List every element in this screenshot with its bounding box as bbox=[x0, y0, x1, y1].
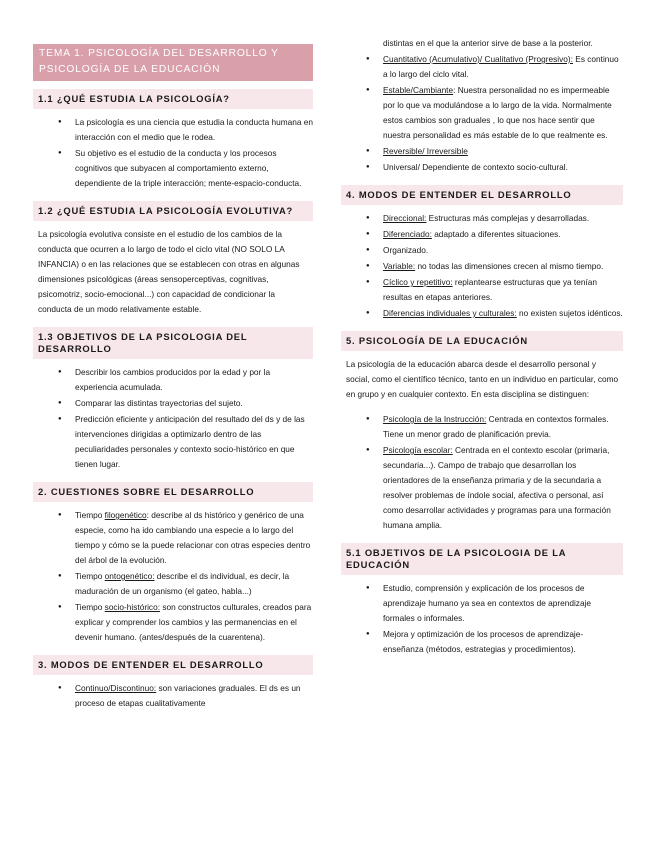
section-5-1-heading: 5.1 OBJETIVOS DE LA PSICOLOGIA DE LA EDUCACIÓN bbox=[341, 543, 623, 575]
list-item bbox=[75, 569, 313, 599]
item-term: ontogenético: bbox=[104, 571, 155, 581]
item-term: Variable: bbox=[383, 261, 416, 271]
section-2-list bbox=[33, 508, 313, 645]
item-term: Direccional: bbox=[383, 213, 427, 223]
item-term: Reversible/ Irreversible bbox=[383, 146, 468, 156]
list-item bbox=[75, 600, 313, 645]
list-item bbox=[383, 412, 623, 442]
section-1-3-list bbox=[33, 365, 313, 472]
section-5-paragraph: La psicología de la educación abarca desde el desarrollo personal y social, como el científico técnico, tanto en un individuo en particular, como en grupo y en cualquier contexto. En esta disciplina se distinguen: bbox=[346, 359, 619, 399]
item-text: describe el ds individual, es decir, la maduración de un organismo (el gateo, habla...) bbox=[75, 571, 290, 596]
item-text: adaptado a diferentes situaciones. bbox=[431, 229, 561, 239]
item-text: : describe al ds histórico y genérico de una especie, como ha ido cambiando una especie a lo largo del tiempo y cómo se la puede relacionar con otras especies dentro del árbol de la evolución. bbox=[75, 510, 311, 565]
section-3-list-continued bbox=[341, 36, 623, 175]
list-item: ● Describir los cambios producidos por la edad y por la experiencia acumulada. bbox=[75, 365, 313, 395]
item-text: : Nuestra personalidad no es impermeable por lo que va modulándose a lo largo de la vida. Normalmente estos cambios son graduales , lo que nos hace sentir que nuestra personalidad es más estable de lo que realmente es. bbox=[383, 85, 612, 140]
list-item-continuation: distintas en el que la anterior sirve de base a la posterior. bbox=[383, 38, 593, 48]
item-text: Organizado. bbox=[383, 245, 429, 255]
list-item: ● Mejora y optimización de los procesos de aprendizaje-enseñanza (métodos, estrategias y procedimientos). bbox=[383, 627, 623, 657]
section-1-2-paragraph: La psicología evolutiva consiste en el estudio de los cambios de la conducta que ocurren a lo largo de todo el ciclo vital (NO SOLO LA INFANCIA) o en las relaciones que se establecen con otras en algunas dimensiones psicológicas (áreas sensoperceptivas, cognitivas, psicomotriz, socio-emocional...) con capacidad de condicionar la conducta de un modo relativamente estable. bbox=[38, 229, 300, 314]
item-text: Es continuo a lo largo del ciclo vital. bbox=[383, 54, 619, 79]
list-item bbox=[383, 83, 623, 143]
item-term: Diferencias individuales y culturales: bbox=[383, 308, 517, 318]
item-term: socio-histórico: bbox=[104, 602, 161, 612]
item-prefix: Tiempo bbox=[75, 510, 105, 520]
section-5-list bbox=[341, 412, 623, 533]
item-term: Estable/Cambiante bbox=[383, 85, 454, 95]
list-item bbox=[383, 306, 623, 321]
section-3-list-start bbox=[33, 681, 313, 711]
list-item bbox=[383, 52, 623, 82]
section-1-2-heading: 1.2 ¿QUÉ ESTUDIA LA PSICOLOGÍA EVOLUTIVA? bbox=[33, 201, 313, 221]
item-term: Cíclico y repetitivo: bbox=[383, 277, 453, 287]
list-item: ● Universal/ Dependiente de contexto socio-cultural. bbox=[383, 160, 623, 175]
list-item: ● Predicción eficiente y anticipación del resultado del ds y de las intervenciones dirigidas a optimizarlo dentro de las peculiaridades personales y contexto socio-histórico en que tienen lugar. bbox=[75, 412, 313, 472]
list-item bbox=[75, 681, 313, 711]
list-item bbox=[383, 227, 623, 242]
item-text: son variaciones graduales. El ds es un proceso de etapas cualitativamente bbox=[75, 683, 301, 708]
item-term: Psicología escolar: bbox=[383, 445, 453, 455]
item-text: no todas las dimensiones crecen al mismo tiempo. bbox=[415, 261, 604, 271]
item-text: replantearse estructuras que ya tenían resultas en etapas anteriores. bbox=[383, 277, 597, 302]
item-text: no existen sujetos idénticos. bbox=[516, 308, 623, 318]
section-1-1-heading: 1.1 ¿QUÉ ESTUDIA LA PSICOLOGÍA? bbox=[33, 89, 313, 109]
list-item bbox=[383, 443, 623, 533]
section-4-list bbox=[341, 211, 623, 321]
item-term: Continuo/Discontinuo: bbox=[75, 683, 157, 693]
item-term: Psicología de la Instrucción: bbox=[383, 414, 487, 424]
section-2-heading: 2. CUESTIONES SOBRE EL DESARROLLO bbox=[33, 482, 313, 502]
section-1-3-heading: 1.3 OBJETIVOS DE LA PSICOLOGIA DEL DESARROLLO bbox=[33, 327, 313, 359]
list-item bbox=[383, 211, 623, 226]
section-4-heading: 4. MODOS DE ENTENDER EL DESARROLLO bbox=[341, 185, 623, 205]
item-text: Centrada en contextos formales. Tiene un menor grado de planificación previa. bbox=[383, 414, 609, 439]
left-column bbox=[33, 0, 313, 721]
item-prefix: Tiempo bbox=[75, 602, 105, 612]
item-term: filogenético bbox=[104, 510, 147, 520]
item-term: Diferenciado: bbox=[383, 229, 432, 239]
list-item: ● Comparar las distintas trayectorias del sujeto. bbox=[75, 396, 313, 411]
section-5-1-list bbox=[341, 581, 623, 657]
item-text: Estructuras más complejas y desarrolladas. bbox=[426, 213, 590, 223]
item-prefix: Tiempo bbox=[75, 571, 105, 581]
list-item bbox=[383, 144, 623, 159]
list-item: ● La psicología es una ciencia que estudia la conducta humana en interacción con el medio que le rodea. bbox=[75, 115, 313, 145]
item-text: Centrada en el contexto escolar (primaria, secundaria...). Campo de trabajo que desarrollan los orientadores de la enseñanza primaria y de la secundaria a resolver problemas de índole social, afectiva o personal, así como desarrollar actividades y programas para una formación humana amplia. bbox=[383, 445, 611, 530]
list-item bbox=[383, 275, 623, 305]
section-5-heading: 5. PSICOLOGÍA DE LA EDUCACIÓN bbox=[341, 331, 623, 351]
item-term: Cuantitativo (Acumulativo)/ Cualitativo (Progresivo): bbox=[383, 54, 573, 64]
section-1-1-list bbox=[33, 115, 313, 191]
list-item: ● Su objetivo es el estudio de la conducta y los procesos cognitivos que subyacen al comportamiento externo, dependiente de la triple interacción; mente-espacio-conducta. bbox=[75, 146, 313, 191]
section-3-heading: 3. MODOS DE ENTENDER EL DESARROLLO bbox=[33, 655, 313, 675]
document-title: TEMA 1. PSICOLOGÍA DEL DESARROLLO Y PSICOLOGÍA DE LA EDUCACIÓN bbox=[33, 44, 313, 81]
list-item: ● Estudio, comprensión y explicación de los procesos de aprendizaje humano ya sea en contextos de aprendizaje formales o informales. bbox=[383, 581, 623, 626]
list-item bbox=[75, 508, 313, 568]
item-text: son constructos culturales, creados para explicar y comprender los cambios y las permanencias en el devenir humano. (antes/después de la cuarentena). bbox=[75, 602, 312, 642]
list-item bbox=[383, 243, 623, 258]
right-column bbox=[341, 0, 623, 667]
list-item bbox=[383, 259, 623, 274]
